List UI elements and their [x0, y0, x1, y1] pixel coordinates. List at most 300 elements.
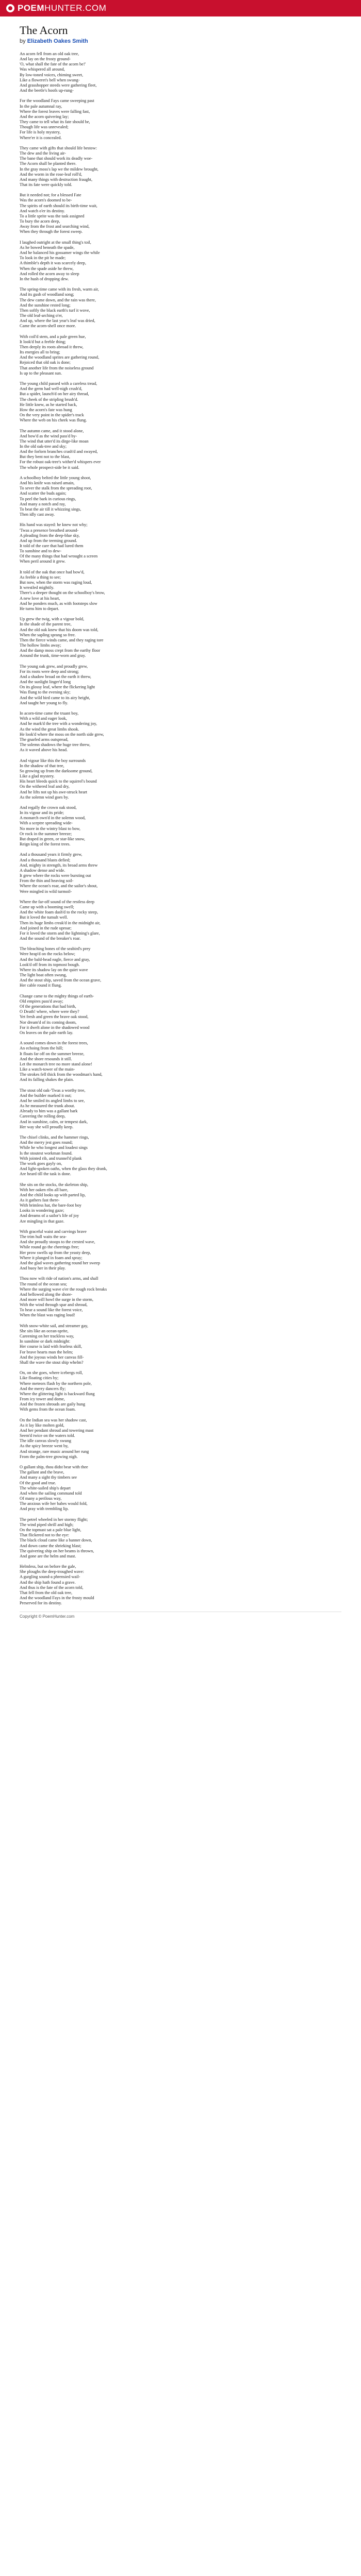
poem-line: The stout old oak-'Twas a worthy tree, [20, 1088, 86, 1093]
poem-line: The solemn shadows the huge tree threw, [20, 742, 91, 748]
poem-line: And a thousand years it firmly grew, [20, 852, 83, 857]
poem-line: Shall the wave the stout ship whelm? [20, 1360, 84, 1365]
stanza [20, 1418, 341, 1460]
poem-line: And when the sailing command told [20, 1490, 82, 1496]
stanza [20, 1229, 341, 1271]
poem-line: And the child looks up with parted lip, [20, 1192, 86, 1197]
poem-line: And, mighty in strength, its broad arms threw [20, 862, 98, 868]
stanza [20, 1517, 341, 1559]
poem-line: And grasshopper steeds were gathering fleet, [20, 82, 97, 88]
stanza [20, 381, 341, 423]
poem-line: Nor dream'd of its coming doom, [20, 1020, 77, 1025]
poem-line: With the wind through spar and shroud, [20, 1302, 88, 1308]
poem-line: Where its shadow lay on the quiet wave [20, 967, 88, 972]
poem-line: Came up with a booming swell; [20, 905, 74, 910]
poem-line: And the joyous winds her canvas fill- [20, 1354, 84, 1360]
poem-line: With coil'd stem, and a pale green hue, [20, 334, 86, 339]
poem-line: Reign king of the forest trees. [20, 842, 71, 847]
poem-line: And up from the teeming ground. [20, 538, 77, 543]
logo-accent-text: HUNTER.COM [44, 3, 107, 13]
poem-line: On its glossy leaf, where the flickering light [20, 685, 95, 690]
poem-line: So growing up from the darksome ground, [20, 768, 93, 773]
poem-line: And he lifts not up his awe-struck heart [20, 789, 88, 794]
poem-line: An echoing from the hill; [20, 1046, 63, 1051]
poem-line: The Acorn shall be planted there. [20, 161, 77, 166]
poem-line: And light-spoken oaths, when the glass they drank, [20, 1166, 107, 1171]
poem-line: The light boat often swung, [20, 973, 67, 978]
poem-line: He look'd where the moss on the north side grew, [20, 732, 104, 737]
poem-line: Her course is laid with fearless skill, [20, 1344, 82, 1349]
poem-line: The black cloud came like a banner down, [20, 1538, 92, 1543]
poem-line: Thou now wilt ride of nation's arms, and shall [20, 1276, 99, 1281]
poem-line: Was flung to the evening sky; [20, 690, 71, 695]
poem-line: And the woodland Fays in the frosty mould [20, 1596, 94, 1601]
poem-line: On the very point in the spider's track [20, 413, 84, 417]
poem-line: And rolled the acorn away to sleep [20, 271, 79, 276]
poem-line: With snow-white sail, and streamer gay, [20, 1323, 88, 1328]
poem-line: Though life was unrevealed; [20, 125, 69, 130]
stanza [20, 1135, 341, 1177]
poem-line: Preserved for its destiny. [20, 1601, 62, 1606]
poem-line: Like a floweret's bell when swung- [20, 77, 80, 82]
poem-line: And the old oak knew that his doom was told, [20, 627, 99, 632]
poem-line: Change came to the mighty things of earth- [20, 993, 94, 998]
poem-line: And strange, rare music around her rung [20, 1449, 89, 1454]
poem-line: And watch o'er its destiny. [20, 208, 65, 213]
poem-line: Looks in wondering gaze; [20, 1208, 64, 1213]
site-header [0, 0, 361, 16]
poem-line: Where the glittering light is backward flung [20, 1391, 95, 1396]
poem-line: And the builder marked it out; [20, 1093, 72, 1098]
poem-line: And the forlorn branches crash'd and swayed, [20, 449, 98, 454]
poem-line: Where the surging wave o'er the rough rock breaks [20, 1286, 107, 1292]
poem-line: The gallant and the brave, [20, 1470, 64, 1475]
site-logo[interactable] [6, 3, 106, 13]
poem-line: O gallant ship, thou didst bear with thee [20, 1465, 88, 1470]
poem-line: And the bald-head eagle, fierce and gray, [20, 957, 90, 962]
poem-line: Came the acorn-shell once more. [20, 324, 76, 329]
poem-line: And the white foam dash'd to the rocky steep, [20, 910, 98, 915]
poem-line: In the shadow of that tree, [20, 763, 64, 768]
poem-line: But they bent not to the blast, [20, 454, 70, 460]
poem-line: For the robust oak-tree's wither'd whispers ever [20, 460, 101, 465]
poem-line: Where it plunged in foam and spray; [20, 1255, 83, 1260]
poem-line: Look'd off from its topmost bough. [20, 962, 80, 967]
poem-line: 'Twas a presence breathed around- [20, 528, 79, 533]
poem-line: In the shade of the parent tree, [20, 622, 72, 627]
poem-line: An acorn fell from an old oak tree, [20, 52, 79, 56]
stanza [20, 570, 341, 612]
poem-line: That another life from the noiseless ground [20, 365, 94, 370]
poem-line: And in sunshine, calm, or tempest dark, [20, 1119, 88, 1124]
poem-line: Like floating cities by; [20, 1376, 59, 1381]
stanza [20, 852, 341, 894]
poem-line: As it gathers fast there- [20, 1197, 60, 1202]
poem-line: They came to tell what its fate should be, [20, 120, 90, 125]
poem-line: The strokes fell thick from the woodman's hand, [20, 1072, 103, 1077]
poem-line: From icy tower and dome, [20, 1397, 65, 1402]
poem-line: For it loved the storm and the lightning's glare, [20, 930, 100, 936]
poem-line: Its energies all to bring; [20, 350, 60, 355]
poem-line: And buoy her in their play. [20, 1266, 66, 1271]
stanza [20, 1041, 341, 1082]
poem-line: He turns him to depart. [20, 606, 59, 611]
poem-line: Careering the rolling deep, [20, 1114, 65, 1119]
poem-line: As the solemn wind goes by. [20, 794, 69, 800]
poem-line: To beat the air till it whizzing sings, [20, 506, 81, 512]
poem-line: And thus is the fate of the acorn told, [20, 1585, 84, 1590]
poem-byline [20, 38, 341, 44]
poem-line: And joined in the rude uproar; [20, 925, 72, 930]
poem-line: And the wild bird came to its airy height, [20, 695, 90, 700]
poem-line: And vigour like this the boy surrounds [20, 758, 86, 763]
stanza [20, 946, 341, 988]
poem-line: The dew came down, and the rain was there, [20, 297, 96, 302]
poem-line: And the beetle's hoofs up-rung- [20, 88, 74, 93]
poem-line: With gems from the ocean foam. [20, 1407, 76, 1412]
poem-line: And the ship hath found a grave. [20, 1580, 76, 1585]
poem-line: And the sound of the breaker's roar. [20, 936, 81, 941]
poem-line: On leaves on the pale earth lay. [20, 1030, 73, 1035]
poem-line: And more will howl the surge in the storm, [20, 1297, 93, 1302]
poem-line: Like a glad mystery. [20, 774, 55, 779]
stanza [20, 429, 341, 470]
poem-line: Is up to the pleasant sun. [20, 370, 62, 376]
poem-line: In the old oak-tree and sky; [20, 444, 67, 449]
poem-line: The young child passed with a careless tread, [20, 381, 97, 386]
poem-line: In the pale autumnal ray, [20, 104, 62, 109]
poem-line: And the glad waves gathering round her sweep [20, 1260, 100, 1265]
poem-line: While round go the cheerings free; [20, 1245, 79, 1250]
poem-line: And dreams of a sailor's life of joy [20, 1213, 79, 1218]
stanza [20, 1465, 341, 1512]
poem-line: Was the acorn's doomed to be- [20, 198, 72, 203]
poem-line: The gnarled arms outspread, [20, 737, 69, 742]
poem-line: Then softly the black earth's turf it wove, [20, 308, 90, 313]
poem-title: The Acorn [20, 24, 68, 37]
poem-line: Already to him was a gallant bark [20, 1109, 78, 1114]
poem-line: Were mingled in wild turmoil- [20, 889, 72, 894]
poem-line: The wind that utter'd its dirge-like moan [20, 438, 89, 444]
poem-line: Then its huge limbs creak'd in the midnight air, [20, 920, 101, 925]
poem-line: In sunshine or dark midnight: [20, 1339, 71, 1344]
poem-line: And a thousand blasts defied; [20, 857, 71, 862]
poem-line: That flickered not to the eye: [20, 1533, 70, 1538]
poem-line: In acorn-time came the truant boy, [20, 711, 79, 716]
stanza [20, 146, 341, 188]
poem-line: And many a sight thy timbers see [20, 1475, 77, 1480]
poem-line: And the woodland sprites are gathering round, [20, 355, 100, 360]
poem-line: Let the monarch tree no more stand alone! [20, 1061, 92, 1066]
poem-line: And he ponders much, as with footsteps slow [20, 601, 97, 606]
poem-line: He little knew, as he started back, [20, 402, 77, 407]
poem-line: And a shadow broad on the earth it threw, [20, 674, 91, 679]
poem-line: But a spider, launch'd on her airy thread, [20, 392, 89, 397]
poem-line: And her pendant shroud and towering mast [20, 1428, 94, 1433]
poem-line: And the shore resounds it still. [20, 1056, 72, 1061]
stanza [20, 522, 341, 564]
stanza [20, 994, 341, 1036]
poem-line: With her oaken ribs all bare, [20, 1187, 69, 1192]
poem-line: To bury the acorn deep, [20, 219, 60, 224]
poem-line: And the sunshine rested long; [20, 302, 71, 308]
poem-line: The hollow limbs away; [20, 643, 61, 648]
poem-line: The chisel clinks, and the hammer rings, [20, 1135, 89, 1140]
poem-line: The spring-time came with its fresh, warm air, [20, 287, 99, 292]
poem-line: When they through the forest sweep. [20, 229, 83, 234]
poem-line: Around the trunk, time-worn and gray. [20, 653, 86, 658]
stanza [20, 287, 341, 329]
poem-line: And he balanced his gossamer wings the while [20, 250, 100, 256]
poem-line: She ploughs the deep-troughed wave: [20, 1569, 84, 1574]
poem-line: In the gray moss's lap we the mildew brought, [20, 166, 99, 172]
poem-line: Then idly cast away. [20, 512, 55, 517]
poem-line: To sunshine and to dew- [20, 549, 61, 554]
poem-line: The trim hull waits the sea- [20, 1234, 67, 1240]
poem-line: In the hush of dropping dew. [20, 276, 69, 281]
poem-line: A shadow dense and wide. [20, 868, 65, 873]
poem-line: With jointed rib, and trunnel'd plank [20, 1156, 82, 1161]
poem-line: Up grew the twig, with a vigour bold, [20, 617, 85, 622]
poem-line: It grew where the rocks were bursting out [20, 873, 91, 878]
stanza [20, 240, 341, 282]
poem-line: As he measured the trunk about. [20, 1104, 75, 1109]
poem-line: Was whispered all around, [20, 67, 65, 72]
byline-prefix: by [20, 38, 26, 44]
stanza [20, 711, 341, 753]
stanza [20, 664, 341, 706]
poem-line: To peel the bark in curious rings, [20, 496, 76, 501]
stanza [20, 52, 341, 93]
poem-line: And the frozen shrouds are gaily hung [20, 1402, 86, 1407]
poem-line: I laughed outright at the small thing's toil, [20, 240, 91, 245]
poem-line: From the palm-tree growing nigh. [20, 1454, 78, 1459]
poem-line: And the damp moss crept from the earthy floor [20, 648, 101, 653]
poem-line: Helmless, but on before the gale, [20, 1564, 76, 1569]
poem-line: With brimless hat, the bare-foot boy [20, 1203, 81, 1208]
poem-line: But it loved the tumult well. [20, 915, 68, 920]
poem-line: It look'd but a feeble thing; [20, 339, 66, 344]
stanza [20, 98, 341, 140]
poem-line: And many things with destruction fraught, [20, 177, 93, 182]
poem-line: She sits on the stocks, the skeleton ship, [20, 1182, 88, 1187]
poem-line: In its vigour and its pride; [20, 810, 64, 816]
poem-line: Away from the frost and searching wind, [20, 224, 90, 229]
poem-line: For brave hearts man the helm; [20, 1349, 73, 1354]
poem-line: Where'er it is concealed. [20, 135, 62, 140]
poem-line: It told of the care that had lured them [20, 544, 84, 548]
poem-line: His heart bleeds quick to the squirrel's bound [20, 779, 97, 784]
stanza [20, 900, 341, 941]
poem-line: Of the good and true. [20, 1480, 56, 1485]
poem-line: And bow'd as the wind pass'd by- [20, 433, 77, 438]
poem-line: Where the ocean's roar, and the sailor's shout, [20, 884, 98, 889]
poem-line: From the thin and heaving soil- [20, 878, 74, 884]
poem-line: And gone are the helm and mast. [20, 1553, 76, 1558]
poem-line: And he mark'd the tree with a wondering joy, [20, 721, 97, 726]
poem-line: And the sunlight linger'd long [20, 680, 71, 685]
poem-line: It wrestled mightily. [20, 585, 54, 590]
poem-line: Are mingling in that gaze. [20, 1218, 64, 1224]
poem-line: As the spicy breeze went by, [20, 1444, 69, 1449]
poem-line: For it dwelt alone in the shadowed wood [20, 1025, 90, 1030]
poem-line: And lay on the frosty ground- [20, 57, 71, 62]
poem-line: 'O, what shall the fate of the acorn be!' [20, 62, 86, 67]
poem-line: When the sapling sprang so free. [20, 632, 76, 637]
stanza [20, 805, 341, 847]
poem-content [0, 16, 361, 1624]
poem-line: Then deeply its roots abroad it threw, [20, 344, 84, 349]
poem-line: The white-sailed ship's depart [20, 1485, 71, 1490]
poem-line: And she proudly stoops to the crested wave, [20, 1240, 95, 1245]
poem-line: As it waved above his head. [20, 748, 68, 753]
poem-line: The quivering ship on her beams is thrown, [20, 1548, 94, 1553]
poem-line: As he bowed beneath the spade, [20, 245, 75, 250]
stanza [20, 617, 341, 658]
stanza [20, 758, 341, 800]
poem-line: The idle canvas slowly swung [20, 1438, 72, 1444]
page-footer [20, 1612, 341, 1619]
poem-line: There's a deeper thought on the schoolboy's brow, [20, 590, 105, 596]
stanza [20, 1088, 341, 1130]
poem-line: And down came the shrieking blast; [20, 1543, 81, 1548]
author-link[interactable]: Elizabeth Oakes Smith [27, 38, 88, 44]
stanza [20, 1324, 341, 1365]
poem-line: A new love at his heart, [20, 596, 60, 601]
copyright-text: Copyright © PoemHunter.com [20, 1614, 75, 1619]
poem-line: A schoolboy belted the little young shoot, [20, 475, 91, 480]
poem-line: Is the stoutest workman found. [20, 1150, 73, 1156]
logo-text: POEM [18, 3, 45, 13]
poem-line: On the Indian sea was her shadow cast, [20, 1417, 87, 1422]
poem-line: The old leaf-arching o'er, [20, 313, 63, 318]
poem-line: On the topmast sat a pale blue light, [20, 1528, 81, 1533]
poem-line: And the acorn quivering lay; [20, 114, 69, 119]
stanza [20, 334, 341, 376]
poem-line: Of many a perilous way, [20, 1496, 62, 1501]
poem-line: It floats far off on the summer breeze, [20, 1051, 85, 1056]
poem-line: And its gush of woodland song; [20, 292, 74, 297]
poem-line: When the spade aside he threw, [20, 266, 74, 271]
poem-line: And regally the crown oak stood, [20, 805, 77, 810]
poem-line: Rejoiced that old oak is done; [20, 360, 71, 365]
poem-line: The cheek of the stripling brush'd. [20, 397, 78, 402]
poem-line: And he smiled its angled limbs to see, [20, 1098, 85, 1103]
poem-line: To hear a sound like the forest voice, [20, 1308, 83, 1313]
poem-line: Where the web on his cheek was flung. [20, 418, 87, 423]
poem-line: O Death! where, where were they? [20, 1009, 79, 1014]
poem-line: Her cable round it flung. [20, 983, 62, 988]
poem-line: The anxious wife her babes would fold, [20, 1501, 88, 1506]
poem-line: She sits like an ocean-sprite, [20, 1328, 69, 1333]
poem-line: Are heard till the task is done. [20, 1172, 71, 1177]
poem-line: A sound comes down in the forest trees, [20, 1041, 88, 1046]
stanza [20, 1182, 341, 1224]
poem-line: And taught her young to fly. [20, 700, 68, 705]
poem-line: And the stout ship, saved from the ocean grave, [20, 978, 102, 983]
logo-icon [6, 4, 14, 12]
poem-body [20, 52, 341, 1606]
poem-line: How the acorn's fate was hung [20, 407, 72, 412]
poem-line: With a wild and eager look, [20, 716, 67, 721]
poem-line: With a sceptre spreading wide- [20, 821, 73, 826]
poem-line: They came with gifts that should life bestow: [20, 145, 97, 150]
poem-line: Then the fierce winds came, and they raging tore [20, 637, 104, 642]
poem-line: To look in the pit he made; [20, 256, 66, 261]
poem-line: Of the many things that had wrought a screen [20, 554, 98, 559]
poem-line: As the wind the great limbs shook. [20, 726, 79, 732]
poem-line: For life is holy mystery, [20, 130, 61, 135]
poem-line: And the merry jest goes round; [20, 1140, 73, 1145]
poem-line: Careening on her trackless way, [20, 1334, 74, 1339]
poem-line: Seem'd twice on the waters told. [20, 1433, 75, 1438]
poem-line: A monarch own'd in the solemn wood, [20, 816, 86, 821]
stanza [20, 1276, 341, 1318]
poem-line: With graceful waist and carvings brave [20, 1229, 87, 1234]
poem-line: His hand was stayed: he knew not why; [20, 522, 88, 528]
poem-line: To sever the stalk from the spreading root, [20, 486, 92, 491]
poem-line: And the germ had well-nigh crush'd, [20, 386, 83, 392]
poem-line: Old empires pass'd away; [20, 998, 63, 1004]
poem-line: Where meteors flash by the northern pole, [20, 1381, 92, 1386]
poem-line: The dew and the living air- [20, 151, 66, 156]
poem-line: The autumn came, and it stood alone, [20, 428, 84, 433]
poem-line: A gurgling sound-a phrensied wail- [20, 1574, 80, 1580]
poem-line: But it needed not; for a blessed Fate [20, 193, 81, 198]
poem-line: When the blast was raging loud! [20, 1313, 75, 1318]
stanza [20, 476, 341, 517]
poem-line: Her way she will proudly keep. [20, 1124, 74, 1129]
stanza [20, 193, 341, 234]
poem-line: The young oak grew, and proudly grew, [20, 664, 88, 669]
poem-line: As feeble a thing to see; [20, 574, 61, 580]
poem-line: Where the far-off sound of the restless deep [20, 899, 95, 904]
poem-line: To a little sprite was the task assigned [20, 213, 85, 218]
poem-line: A thimble's depth it was scarcely deep, [20, 261, 86, 266]
poem-line: As it lay like molten gold, [20, 1422, 64, 1428]
poem-line: And bellowed along the shore- [20, 1292, 73, 1297]
poem-line: By low-toned voices, chiming sweet, [20, 72, 84, 77]
poem-line: Of the generations that had birth, [20, 1004, 76, 1009]
stanza [20, 1564, 341, 1606]
poem-line: Yet fresh and green the brave oak stood, [20, 1014, 89, 1020]
poem-line: The work goes gayly on, [20, 1161, 62, 1166]
poem-line: The petrel wheeled in her stormy flight; [20, 1517, 88, 1522]
poem-line: Were heap'd on the rocks below; [20, 952, 75, 957]
poem-line: And its falling shakes the plain. [20, 1077, 74, 1082]
poem-line: Where the forest leaves were falling fast, [20, 109, 90, 114]
poem-line: On the withered leaf and dry, [20, 784, 70, 789]
poem-line: While he who longest and loudest sings [20, 1145, 88, 1150]
poem-line: It told of the oak that once had bow'd, [20, 569, 85, 574]
poem-line: For the woodland Fays came sweeping past [20, 98, 94, 104]
poem-line: The bleaching bones of the seabird's prey [20, 946, 91, 952]
poem-line: The round of the ocean sea; [20, 1281, 67, 1286]
poem-line: And the worm in the rose-leaf roll'd, [20, 172, 83, 177]
poem-line: The wind piped shrill and high; [20, 1522, 74, 1527]
poem-line: But draped in green, or star-like snow, [20, 836, 85, 841]
poem-line: That fell from the old oak tree, [20, 1590, 73, 1595]
poem-line: No more in the wintry blast to bow, [20, 826, 80, 831]
poem-line: Her prow swells up from the yeasty deep, [20, 1250, 91, 1255]
poem-line: And up, where the last year's leaf was dried, [20, 318, 95, 324]
poem-line: And many a notch and ray, [20, 501, 66, 506]
poem-line: On, on she goes, where icebergs roll, [20, 1370, 83, 1376]
poem-line: For its roots were deep and strong; [20, 669, 79, 674]
poem-line: And scatter the buds again; [20, 491, 67, 496]
poem-line: When peril around it grew. [20, 559, 66, 564]
poem-line: And his knife was raised amain, [20, 481, 75, 486]
